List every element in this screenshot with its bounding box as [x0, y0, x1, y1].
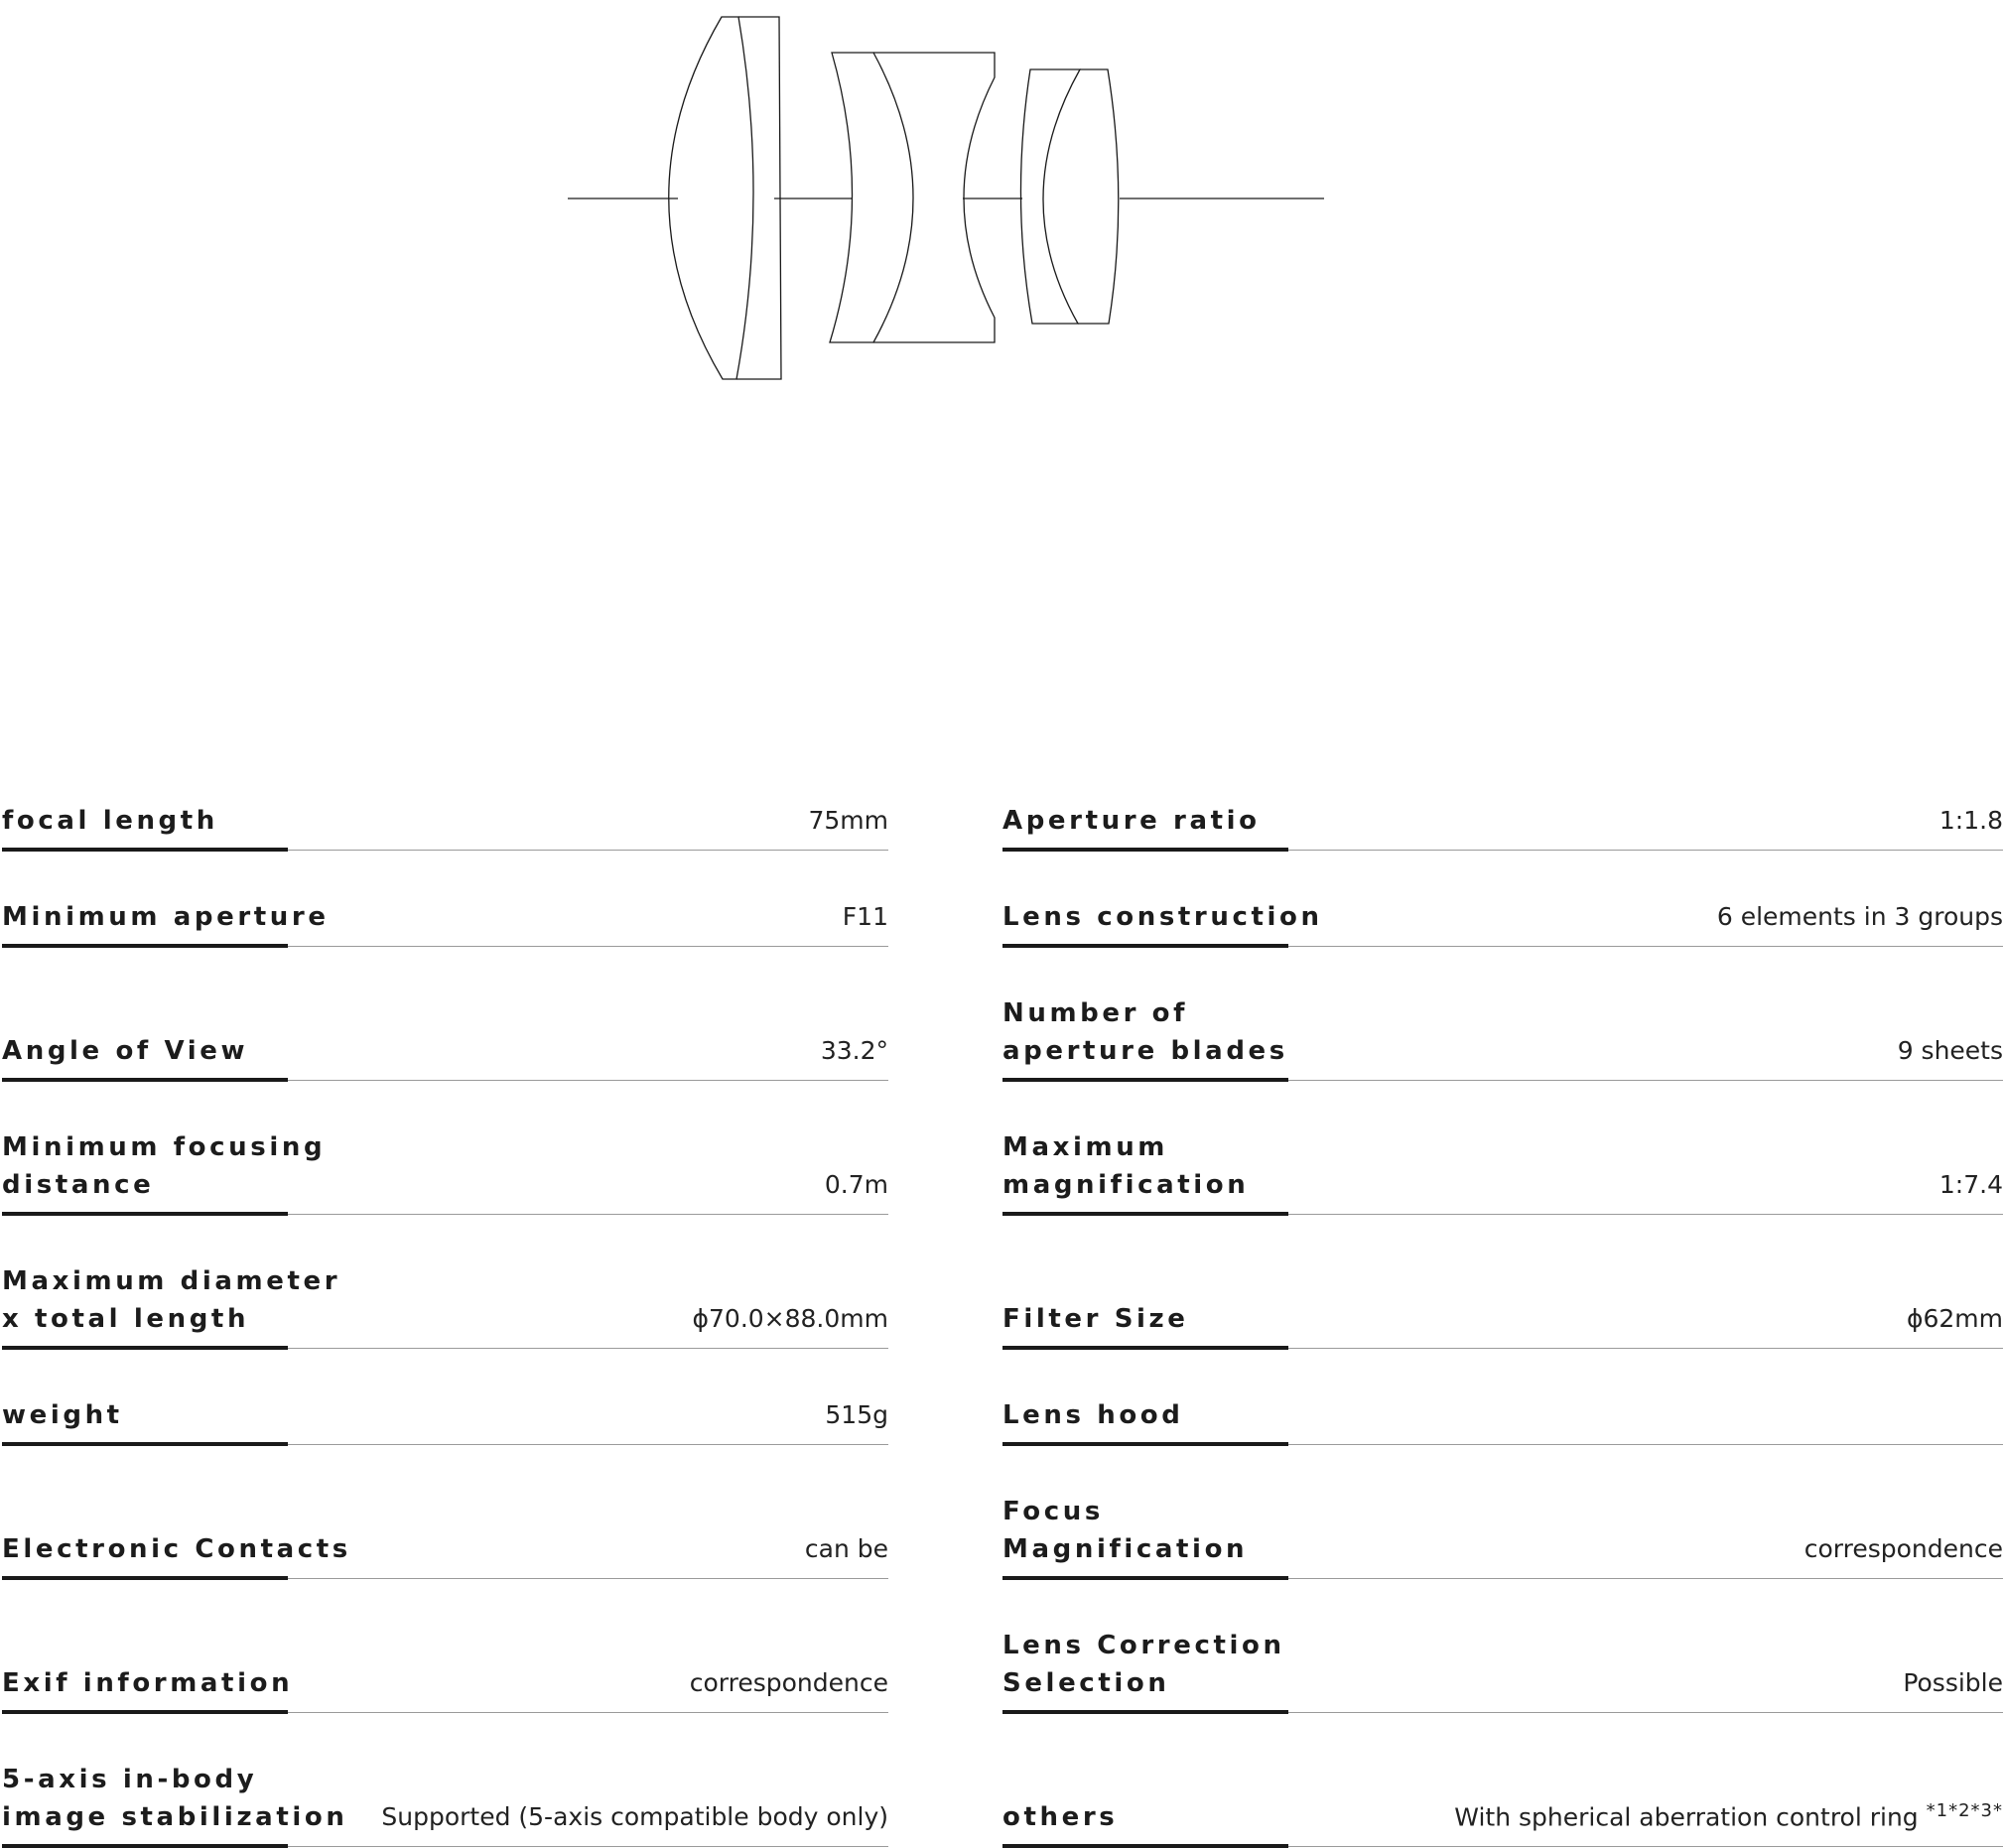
spec-label: Angle of View — [2, 1036, 249, 1066]
spec-row-lens-correction — [1002, 1579, 2003, 1713]
spec-value-text: With spherical aberration control ring — [1454, 1802, 1919, 1831]
spec-label: Focus Magnification — [1002, 1497, 1249, 1564]
spec-label: Exif information — [2, 1668, 294, 1698]
spec-row-weight — [2, 1349, 888, 1445]
lens-diagram-svg — [556, 10, 1330, 387]
spec-label: Lens hood — [1002, 1400, 1184, 1430]
spec-value: correspondence — [1803, 1534, 2003, 1563]
spec-row-filter-size — [1002, 1215, 2003, 1349]
spec-row-aperture-blades — [1002, 947, 2003, 1081]
lens-construction-diagram — [556, 10, 1330, 387]
lens-element-4 — [873, 53, 995, 342]
spec-value: can be — [804, 1534, 888, 1563]
spec-label: Number of aperture blades — [1002, 998, 1288, 1066]
spec-row-aperture-ratio — [1002, 754, 2003, 851]
spec-label: 5-axis in-body image stabilization — [2, 1765, 348, 1832]
lens-element-5 — [1020, 69, 1080, 324]
spec-row-electronic-contacts — [2, 1445, 888, 1579]
spec-row-image-stabilization — [2, 1713, 888, 1847]
spec-value: correspondence — [689, 1668, 888, 1697]
spec-row-others — [1002, 1713, 2003, 1847]
spec-value — [1454, 1792, 2003, 1836]
spec-value: 515g — [825, 1400, 888, 1429]
spec-row-angle-of-view — [2, 947, 888, 1081]
spec-label: Lens construction — [1002, 902, 1323, 932]
spec-row-focus-magnification — [1002, 1445, 2003, 1579]
spec-label: Minimum focusing distance — [2, 1132, 327, 1200]
spec-value: 75mm — [808, 806, 888, 835]
lens-element-6 — [1078, 69, 1119, 324]
spec-label: Maximum magnification — [1002, 1132, 1250, 1200]
spec-value: ϕ70.0×88.0mm — [692, 1304, 888, 1333]
spec-label: Electronic Contacts — [2, 1534, 351, 1564]
spec-value: 33.2° — [820, 1036, 888, 1065]
spec-value: 1:7.4 — [1938, 1170, 2003, 1199]
spec-row-lens-construction — [1002, 851, 2003, 947]
spec-value: Possible — [1903, 1668, 2003, 1697]
spec-row-minimum-focusing-distance — [2, 1081, 888, 1215]
footnote-marks: *1*2*3* — [1926, 1799, 2003, 1821]
spec-value: Supported (5-axis compatible body only) — [381, 1802, 888, 1831]
spec-label: Lens Correction Selection — [1002, 1631, 1285, 1698]
lens-element-3 — [830, 53, 913, 342]
specifications-table — [2, 754, 2003, 1847]
spec-label: Aperture ratio — [1002, 806, 1261, 836]
spec-row-minimum-aperture — [2, 851, 888, 947]
spec-label: Maximum diameter x total length — [2, 1266, 341, 1334]
spec-label: others — [1002, 1802, 1119, 1832]
spec-value: ϕ62mm — [1906, 1304, 2003, 1333]
spec-value: 9 sheets — [1897, 1036, 2003, 1065]
spec-label: Filter Size — [1002, 1304, 1189, 1334]
spec-label: Minimum aperture — [2, 902, 330, 932]
spec-value: F11 — [842, 902, 888, 931]
spec-label: focal length — [2, 806, 218, 836]
spec-value: 0.7m — [824, 1170, 888, 1199]
spec-row-maximum-magnification — [1002, 1081, 2003, 1215]
spec-column-left — [2, 754, 888, 1847]
spec-column-right — [1002, 754, 2003, 1847]
spec-row-lens-hood — [1002, 1349, 2003, 1445]
spec-row-focal-length — [2, 754, 888, 851]
spec-value: 1:1.8 — [1938, 806, 2003, 835]
spec-value: 6 elements in 3 groups — [1716, 902, 2003, 931]
spec-row-maximum-diameter — [2, 1215, 888, 1349]
spec-row-exif-information — [2, 1579, 888, 1713]
lens-element-1 — [669, 17, 753, 379]
spec-label: weight — [2, 1400, 123, 1430]
